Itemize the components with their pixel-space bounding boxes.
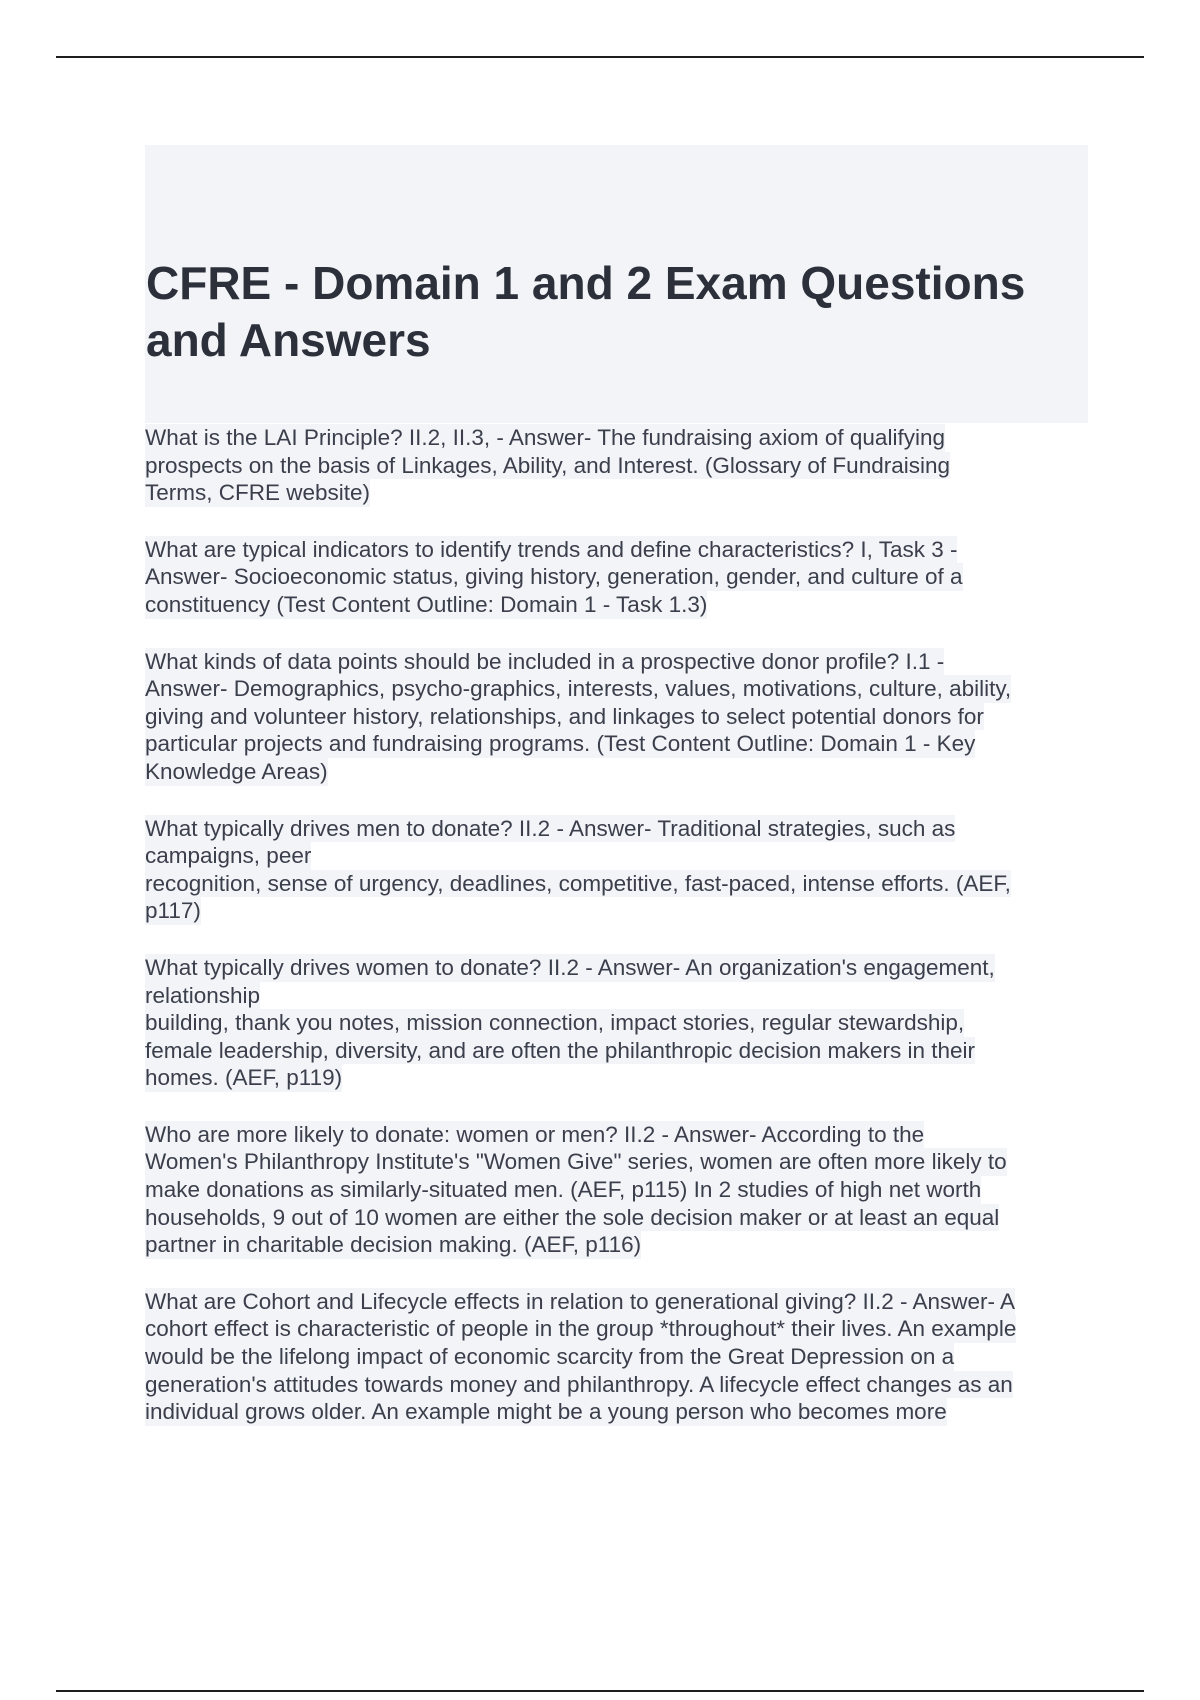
qa-line: prospects on the basis of Linkages, Ability, and Interest. (Glossary of Fundraising [145,452,951,478]
qa-line: What typically drives men to donate? II.2 - Answer- Traditional strategies, such as [145,815,956,841]
title-line: and Answers [146,314,431,366]
qa-line: What kinds of data points should be included in a prospective donor profile? I.1 - [145,648,945,674]
qa-line: Who are more likely to donate: women or men? II.2 - Answer- According to the [145,1121,925,1147]
title-line: CFRE - Domain 1 and 2 Exam Questions [146,257,1026,309]
qa-line: partner in charitable decision making. (AEF, p116) [145,1232,642,1258]
qa-line: generation's attitudes towards money and philanthropy. A lifecycle effect changes as an [145,1371,1013,1397]
footer-rule [56,1690,1144,1692]
qa-line: relationship [145,982,261,1008]
qa-line: Answer- Socioeconomic status, giving history, generation, gender, and culture of a [145,564,963,590]
qa-line: What is the LAI Principle? II.2, II.3, - Answer- The fundraising axiom of qualifying [145,425,945,450]
qa-line: recognition, sense of urgency, deadlines, competitive, fast-paced, intense efforts. (AEF, [145,870,1011,896]
qa-line: Terms, CFRE website) [145,480,371,506]
qa-line: Answer- Demographics, psycho-graphics, interests, values, motivations, culture, ability, [145,676,1012,702]
qa-line: What are Cohort and Lifecycle effects in relation to generational giving? II.2 - Answer- A [145,1288,1016,1314]
qa-line: Knowledge Areas) [145,758,328,784]
qa-line: homes. (AEF, p119) [145,1065,343,1091]
qa-line: What typically drives women to donate? II.2 - Answer- An organization's engagement, [145,954,995,980]
qa-item [145,1288,1090,1426]
qa-line: constituency (Test Content Outline: Domain 1 - Task 1.3) [145,591,708,617]
qa-line: households, 9 out of 10 women are either the sole decision maker or at least an equal [145,1204,1000,1230]
qa-line: Women's Philanthropy Institute's "Women Give" series, women are often more likely to [145,1149,1007,1175]
qa-line: p117) [145,898,201,924]
document-title [146,255,1086,369]
qa-line: What are typical indicators to identify trends and define characteristics? I, Task 3 - [145,536,958,562]
qa-line: particular projects and fundraising programs. (Test Content Outline: Domain 1 - Key [145,731,976,757]
qa-item [145,954,1090,1092]
qa-line: would be the lifelong impact of economic scarcity from the Great Depression on a [145,1344,955,1370]
qa-line: individual grows older. An example might be a young person who becomes more [145,1399,947,1425]
qa-line: building, thank you notes, mission connection, impact stories, regular stewardship, [145,1010,965,1036]
qa-item [145,815,1090,925]
qa-line: make donations as similarly-situated men. (AEF, p115) In 2 studies of high net worth [145,1177,982,1203]
qa-item [145,1121,1090,1259]
qa-line: campaigns, peer [145,843,312,869]
qa-item [145,424,1090,507]
qa-line: giving and volunteer history, relationships, and linkages to select potential donors for [145,703,984,729]
qa-item [145,536,1090,619]
qa-line: female leadership, diversity, and are often the philanthropic decision makers in their [145,1037,976,1063]
header-rule [56,56,1144,58]
qa-line: cohort effect is characteristic of people in the group *throughout* their lives. An example [145,1316,1017,1342]
qa-item [145,648,1090,786]
qa-list [145,424,1090,1426]
